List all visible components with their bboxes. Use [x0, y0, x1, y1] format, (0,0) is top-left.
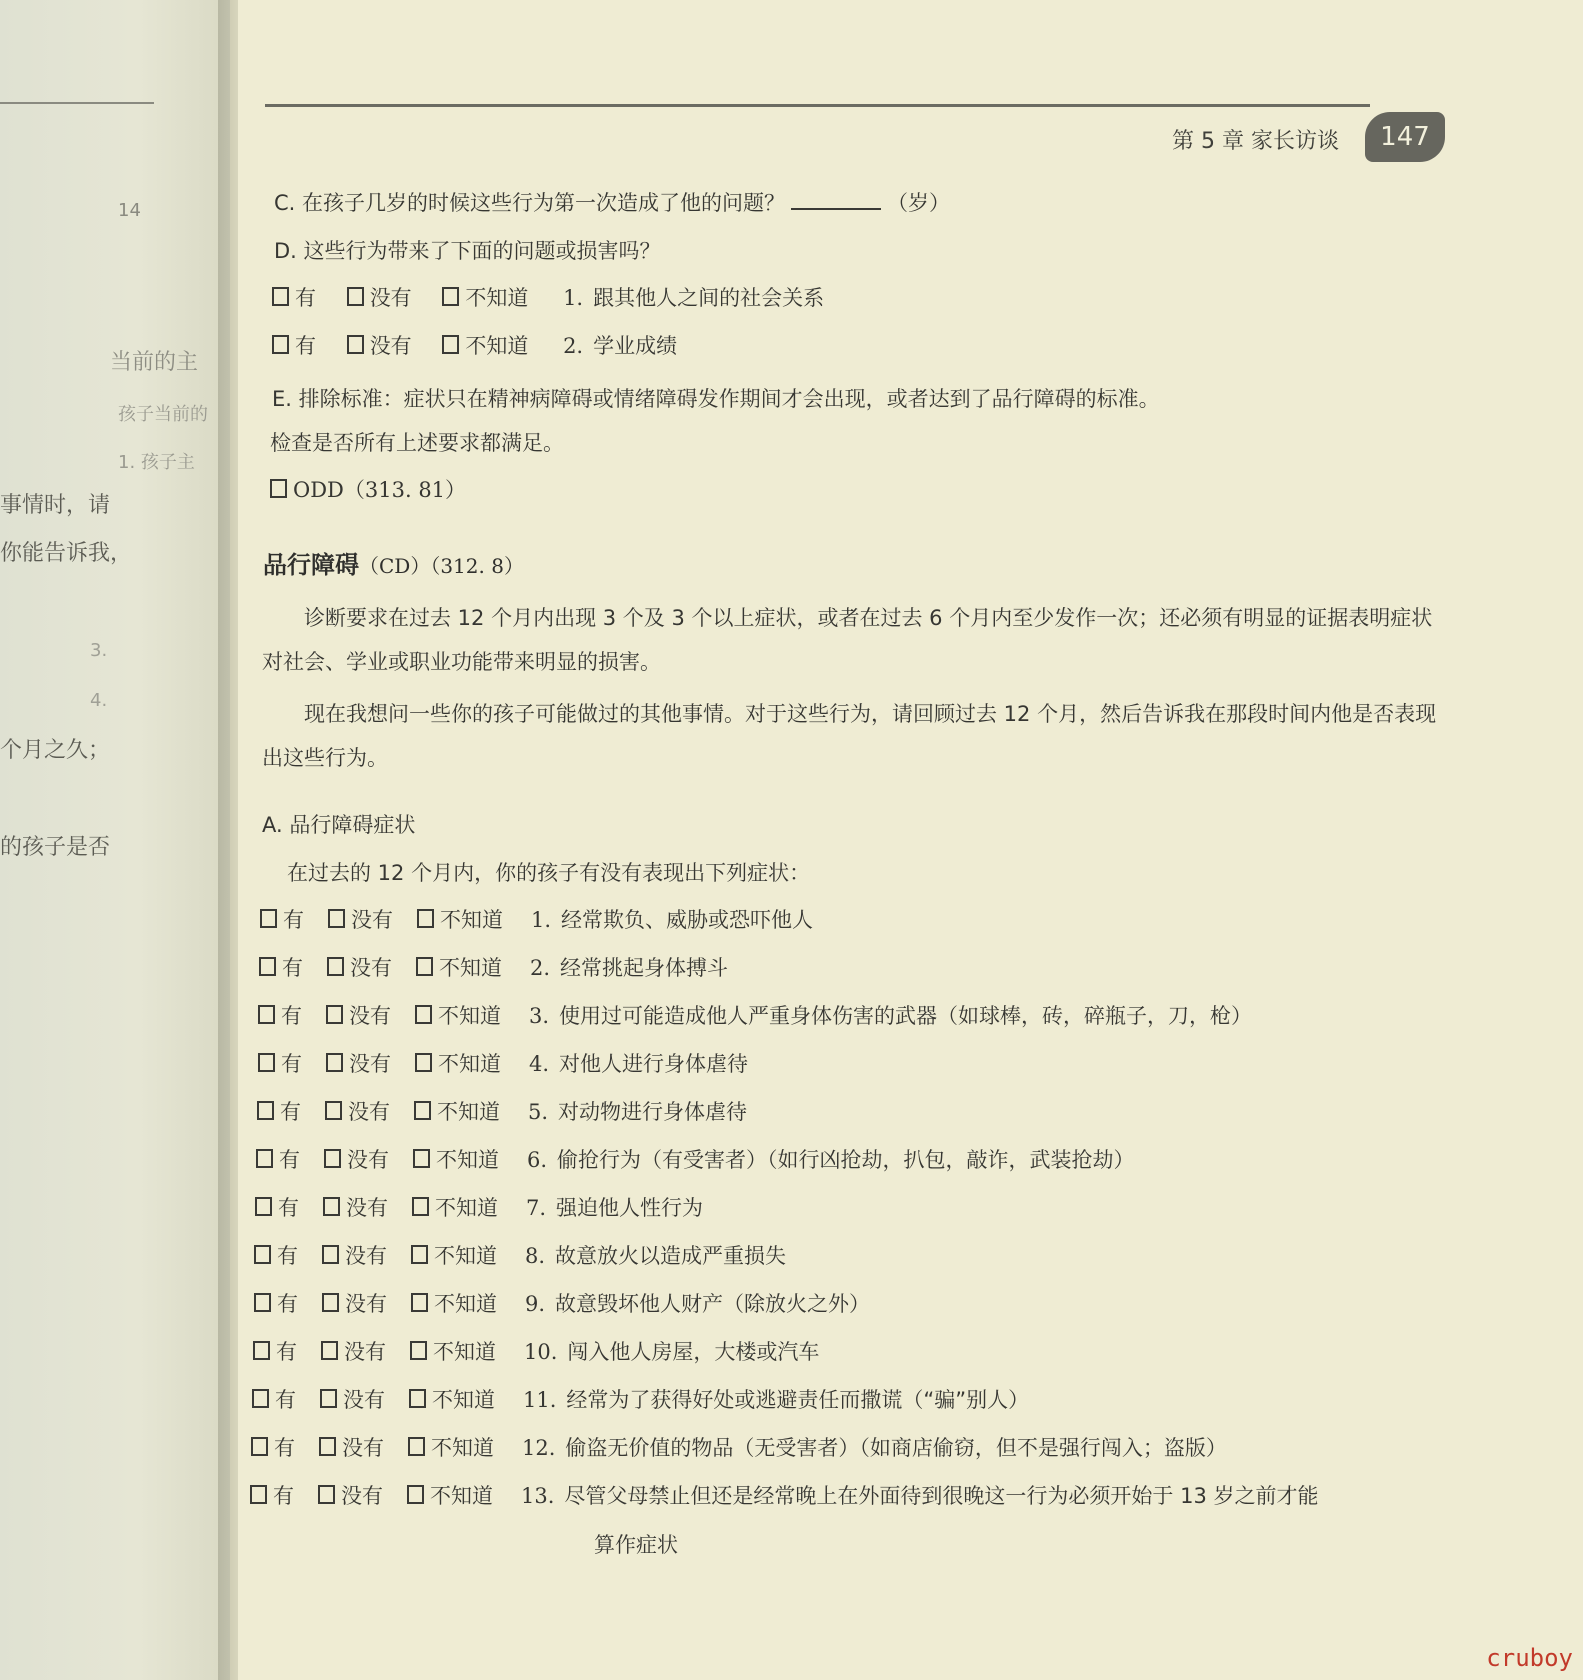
option-unknown[interactable]: 不知道: [410, 1337, 496, 1367]
symptom-number: 13.: [521, 1484, 555, 1508]
option-no[interactable]: 没有: [347, 283, 412, 313]
watermark: cruboy: [1486, 1644, 1573, 1672]
symptom-row: [255, 1193, 703, 1223]
left-fragment: 孩子当前的: [118, 404, 208, 425]
checkbox-icon[interactable]: [321, 1341, 338, 1360]
symptom-row: [258, 1001, 1252, 1031]
symptom-number: 8.: [525, 1244, 546, 1268]
checkbox-icon[interactable]: [260, 909, 277, 928]
symptom-intro: 在过去的 12 个月内，你的孩子有没有表现出下列症状：: [287, 861, 811, 885]
option-unknown[interactable]: 不知道: [414, 1097, 500, 1127]
checkbox-icon[interactable]: [318, 1485, 335, 1504]
symptom-row: [257, 1097, 747, 1127]
option-no[interactable]: 没有: [322, 1241, 387, 1271]
option-unknown[interactable]: 不知道: [407, 1481, 493, 1511]
checkbox-icon[interactable]: [410, 1341, 427, 1360]
option-unknown[interactable]: 不知道: [408, 1433, 494, 1463]
item-text: 学业成绩: [593, 334, 678, 358]
checkbox-icon[interactable]: [259, 957, 276, 976]
checkbox-icon[interactable]: [250, 1485, 267, 1504]
option-yes[interactable]: 有: [253, 1337, 297, 1367]
symptom-text: 故意毁坏他人财产（除放火之外）: [555, 1292, 871, 1316]
header-rule: [265, 104, 1370, 107]
option-yes[interactable]: 有: [258, 1001, 302, 1031]
option-yes[interactable]: 有: [254, 1289, 298, 1319]
symptom-text: 故意放火以造成严重损失: [555, 1244, 787, 1268]
option-yes[interactable]: 有: [257, 1097, 301, 1127]
checkbox-icon[interactable]: [256, 1149, 273, 1168]
symptom-number: 6.: [527, 1148, 548, 1172]
left-fragment: 的孩子是否: [0, 835, 111, 860]
option-no[interactable]: 没有: [328, 905, 393, 935]
checkbox-icon[interactable]: [347, 287, 364, 306]
checkbox-icon[interactable]: [255, 1197, 272, 1216]
symptom-row: [258, 1049, 748, 1079]
option-yes[interactable]: 有: [250, 1481, 294, 1511]
checkbox-icon[interactable]: [319, 1437, 336, 1456]
option-no[interactable]: 没有: [347, 331, 412, 361]
odd-label: ODD（313. 81）: [293, 478, 467, 502]
checkbox-icon[interactable]: [254, 1245, 271, 1264]
checkbox-icon[interactable]: [347, 335, 364, 354]
running-head: 第 5 章 家长访谈: [1172, 129, 1339, 154]
checkbox-icon[interactable]: [251, 1437, 268, 1456]
symptom-row: [256, 1145, 1135, 1175]
item-text: 跟其他人之间的社会关系: [593, 286, 825, 310]
question-c: [274, 188, 950, 218]
item-number: 1.: [563, 286, 584, 310]
symptom-row: [254, 1289, 870, 1319]
symptom-number: 3.: [529, 1004, 550, 1028]
left-fragment: 个月之久；: [0, 738, 111, 763]
left-page-rule: [0, 102, 154, 104]
option-yes[interactable]: 有: [255, 1193, 299, 1223]
option-no[interactable]: 没有: [326, 1001, 391, 1031]
checkbox-icon[interactable]: [322, 1245, 339, 1264]
symptom-text: 闯入他人房屋，大楼或汽车: [567, 1340, 820, 1364]
symptom-number: 2.: [530, 956, 551, 980]
left-fragment: 4.: [90, 690, 108, 711]
item-number: 2.: [563, 334, 584, 358]
option-unknown[interactable]: 不知道: [411, 1289, 497, 1319]
left-fragment: 你能告诉我，: [0, 541, 133, 566]
left-facing-page: [0, 0, 230, 1680]
option-yes[interactable]: 有: [272, 283, 316, 313]
checkbox-icon[interactable]: [442, 335, 459, 354]
option-unknown[interactable]: 不知道: [412, 1193, 498, 1223]
symptom-text: 对他人进行身体虐待: [559, 1052, 749, 1076]
symptom-row: [254, 1241, 786, 1271]
option-no[interactable]: 没有: [323, 1193, 388, 1223]
left-fragment: 当前的主: [110, 350, 199, 375]
option-no[interactable]: 没有: [326, 1049, 391, 1079]
age-blank: [791, 188, 881, 210]
checkbox-icon[interactable]: [415, 1053, 432, 1072]
checkbox-icon[interactable]: [252, 1389, 269, 1408]
impairment-row: [272, 283, 824, 313]
option-yes[interactable]: 有: [272, 331, 316, 361]
checkbox-icon[interactable]: [320, 1389, 337, 1408]
option-no[interactable]: 没有: [320, 1385, 385, 1415]
checkbox-icon[interactable]: [325, 1101, 342, 1120]
option-yes[interactable]: 有: [254, 1241, 298, 1271]
option-unknown[interactable]: 不知道: [415, 1001, 501, 1031]
option-no[interactable]: 没有: [324, 1145, 389, 1175]
checkbox-icon[interactable]: [258, 1053, 275, 1072]
symptom-number: 10.: [524, 1340, 558, 1364]
symptom-text: 使用过可能造成他人严重身体伤害的武器（如球棒，砖，碎瓶子，刀，枪）: [559, 1004, 1253, 1028]
checkbox-icon[interactable]: [326, 1053, 343, 1072]
symptom-text: 偷盗无价值的物品（无受害者）（如商店偷窃，但不是强行闯入；盗版）: [565, 1436, 1227, 1460]
checkbox-icon[interactable]: [322, 1293, 339, 1312]
option-no[interactable]: 没有: [321, 1337, 386, 1367]
symptom-number: 11.: [523, 1388, 557, 1412]
subsection-a: A. 品行障碍症状: [262, 813, 416, 837]
option-unknown[interactable]: 不知道: [416, 953, 502, 983]
checkbox-icon[interactable]: [323, 1197, 340, 1216]
cd-paragraph-2: 现在我想问一些你的孩子可能做过的其他事情。对于这些行为，请回顾过去 12 个月，然后告诉我在那段时间内他是否表现出这些行为。: [262, 702, 1437, 770]
checkbox-icon[interactable]: [413, 1149, 430, 1168]
checkbox-icon[interactable]: [272, 287, 289, 306]
checkbox-icon[interactable]: [258, 1005, 275, 1024]
page-number-badge: 147: [1365, 112, 1445, 162]
symptom-text: 经常欺负、威胁或恐吓他人: [561, 908, 814, 932]
option-yes[interactable]: 有: [259, 953, 303, 983]
odd-diagnosis-check: [270, 475, 466, 505]
symptom-row: [260, 905, 813, 935]
option-unknown[interactable]: 不知道: [411, 1241, 497, 1271]
symptom-text: 强迫他人性行为: [556, 1196, 704, 1220]
symptom-number: 5.: [528, 1100, 549, 1124]
checkbox-icon[interactable]: [411, 1245, 428, 1264]
symptom-text: 经常为了获得好处或逃避责任而撒谎（“骗”别人）: [566, 1388, 1030, 1412]
impairment-row: [272, 331, 677, 361]
symptom-number: 1.: [531, 908, 552, 932]
option-no[interactable]: 没有: [322, 1289, 387, 1319]
symptom-number: 9.: [525, 1292, 546, 1316]
exclusion-criteria: E. 排除标准：症状只在精神病障碍或情绪障碍发作期间才会出现，或者达到了品行障碍的标准。: [272, 387, 1160, 411]
option-unknown[interactable]: 不知道: [442, 283, 528, 313]
symptom-row: [251, 1433, 1227, 1463]
checkbox-icon[interactable]: [407, 1485, 424, 1504]
checkbox-icon[interactable]: [408, 1437, 425, 1456]
option-unknown[interactable]: 不知道: [442, 331, 528, 361]
checkbox-icon[interactable]: [270, 479, 287, 498]
checkbox-icon[interactable]: [328, 909, 345, 928]
checkbox-icon[interactable]: [412, 1197, 429, 1216]
option-yes[interactable]: 有: [252, 1385, 296, 1415]
option-yes[interactable]: 有: [260, 905, 304, 935]
option-unknown[interactable]: 不知道: [417, 905, 503, 935]
symptom-number: 7.: [526, 1196, 547, 1220]
section-heading-cd: [263, 545, 524, 580]
section-code: （CD）（312. 8）: [359, 554, 524, 578]
symptom-row: [250, 1481, 1318, 1511]
symptom-text: 对动物进行身体虐待: [558, 1100, 748, 1124]
left-fragment: 14: [118, 200, 141, 221]
age-unit: （岁）: [887, 191, 951, 215]
left-fragment: 事情时，请: [0, 493, 111, 518]
question-c-text: C. 在孩子几岁的时候这些行为第一次造成了他的问题？: [274, 191, 786, 215]
question-d: D. 这些行为带来了下面的问题或损害吗？: [274, 239, 661, 263]
checkbox-icon[interactable]: [324, 1149, 341, 1168]
option-no[interactable]: 没有: [325, 1097, 390, 1127]
cd-paragraph-1: 诊断要求在过去 12 个月内出现 3 个及 3 个以上症状，或者在过去 6 个月内至少发作一次；还必须有明显的证据表明症状对社会、学业或职业功能带来明显的损害。: [262, 606, 1433, 674]
checkbox-icon[interactable]: [272, 335, 289, 354]
symptom-text: 经常挑起身体搏斗: [560, 956, 729, 980]
option-yes[interactable]: 有: [251, 1433, 295, 1463]
option-unknown[interactable]: 不知道: [409, 1385, 495, 1415]
checkbox-icon[interactable]: [254, 1293, 271, 1312]
option-unknown[interactable]: 不知道: [415, 1049, 501, 1079]
checkbox-icon[interactable]: [417, 909, 434, 928]
option-yes[interactable]: 有: [256, 1145, 300, 1175]
symptom-row: [259, 953, 728, 983]
checkbox-icon[interactable]: [326, 1005, 343, 1024]
checkbox-icon[interactable]: [409, 1389, 426, 1408]
option-no[interactable]: 没有: [318, 1481, 383, 1511]
checkbox-icon[interactable]: [414, 1101, 431, 1120]
section-title: 品行障碍: [263, 551, 359, 579]
checkbox-icon[interactable]: [253, 1341, 270, 1360]
check-all-met: 检查是否所有上述要求都满足。: [270, 431, 564, 455]
checkbox-icon[interactable]: [257, 1101, 274, 1120]
checkbox-icon[interactable]: [416, 957, 433, 976]
symptom-13-continuation: 算作症状: [594, 1533, 678, 1557]
option-yes[interactable]: 有: [258, 1049, 302, 1079]
symptom-row: [253, 1337, 819, 1367]
left-fragment: 3.: [90, 640, 108, 661]
option-no[interactable]: 没有: [327, 953, 392, 983]
symptom-text: 偷抢行为（有受害者）（如行凶抢劫，扒包，敲诈，武装抢劫）: [557, 1148, 1135, 1172]
option-no[interactable]: 没有: [319, 1433, 384, 1463]
checkbox-icon[interactable]: [411, 1293, 428, 1312]
symptom-row: [252, 1385, 1029, 1415]
left-fragment: 1. 孩子主: [118, 452, 195, 473]
checkbox-icon[interactable]: [442, 287, 459, 306]
symptom-number: 12.: [522, 1436, 556, 1460]
symptom-text: 尽管父母禁止但还是经常晚上在外面待到很晚这一行为必须开始于 13 岁之前才能: [564, 1484, 1319, 1508]
option-unknown[interactable]: 不知道: [413, 1145, 499, 1175]
symptom-number: 4.: [529, 1052, 550, 1076]
checkbox-icon[interactable]: [415, 1005, 432, 1024]
checkbox-icon[interactable]: [327, 957, 344, 976]
